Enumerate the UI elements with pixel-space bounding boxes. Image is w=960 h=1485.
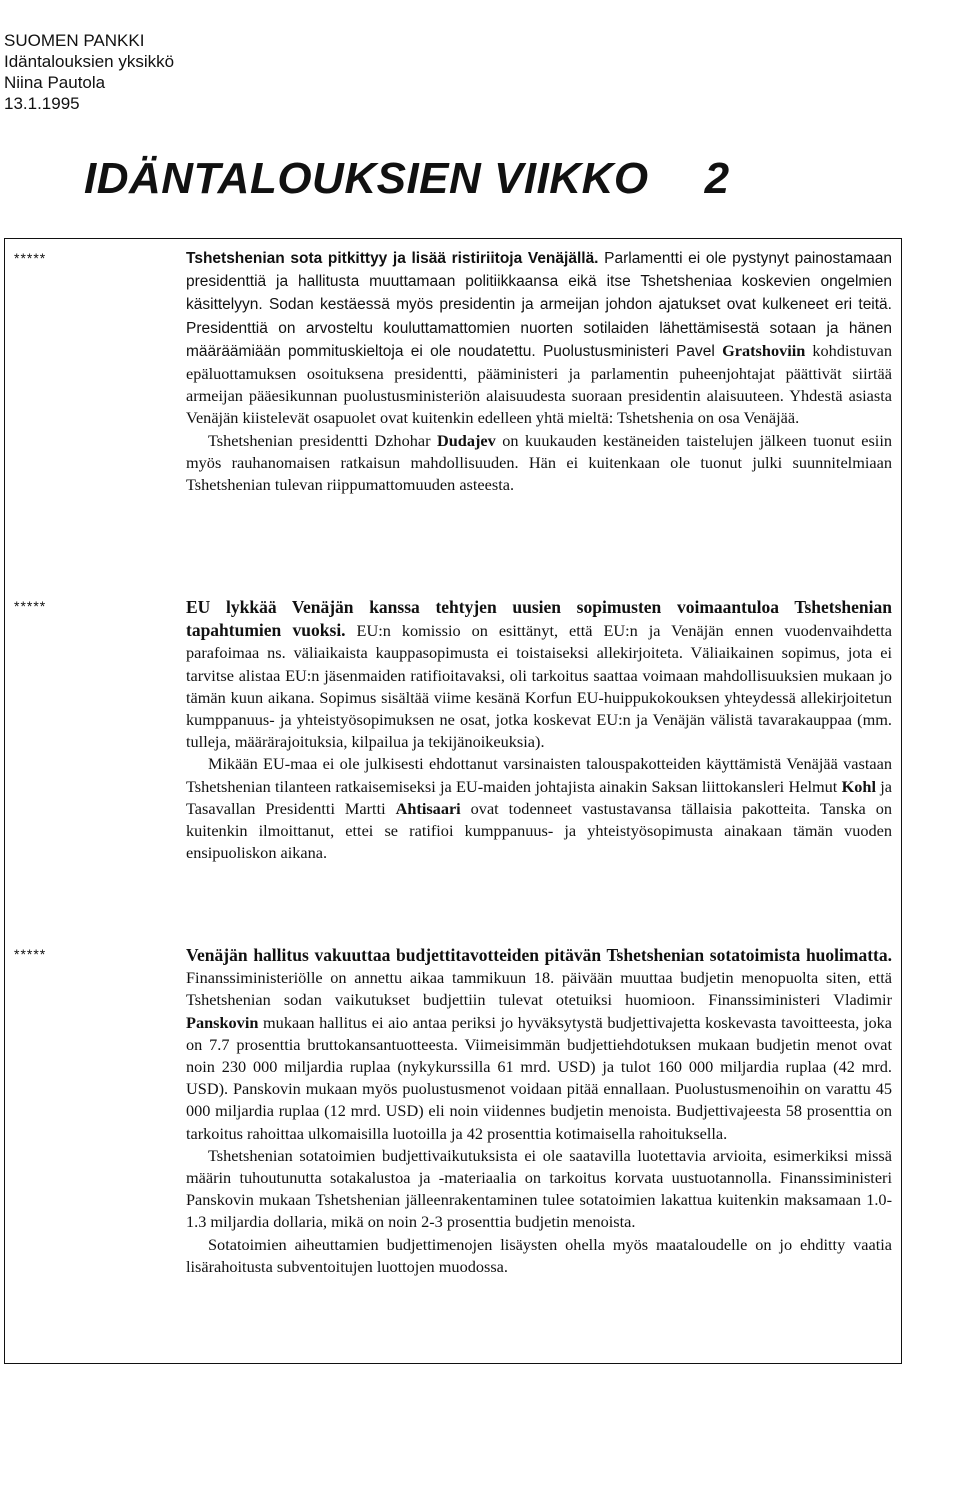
article-2-paragraph-2 <box>186 753 892 864</box>
article-2-separator: ***** <box>14 598 47 614</box>
page-title <box>84 154 730 204</box>
article-1-paragraph-1 <box>186 247 892 430</box>
article-1-headline: Tshetshenian sota pitkittyy ja lisää ristiriitoja Venäjällä. <box>186 250 599 267</box>
article-3-text-b: mukaan hallitus ei aio antaa periksi jo hyväksytystä budjettivajetta koskevasta tavoitteesta, joka on 7.7 prosenttia bruttokansantuotteesta. Viimeisimmän budjettiehdotuksen mukaan budjetin menot ovat noin 230 000 miljardia ruplaa (nykykurssilla 61 mrd. USD) ja tulot 160 000 miljardia ruplaa (42 mrd. USD). Panskovin mukaan myös puolustusmenot voidaan pitää ennallaan. Puolustusmenoihin on varattu 45 000 miljardia ruplaa (12 mrd. USD) eli noin viidennes budjetin menoista. Budjettivajeesta 58 prosenttia on tarkoitus rahoittaa ulkomaisilla luotoilla ja 42 prosenttia kotimaisella rahoituksella. <box>186 1012 892 1143</box>
article-3 <box>186 944 892 1278</box>
article-2-text: EU:n komissio on esittänyt, että EU:n ja Venäjän ennen vuodenvaihdetta parafoimaa ns. väliaikaista kauppasopimusta ei toistaiseksi allekirjoiteta. Väliaikainen sopimus, jota ei tarvitse alistaa EU:n jäsenmaiden ratifioitavaksi, oli tarkoitus saattaa voimaan mahdollisuuksien mukaan jo tämän kuun aikana. Sopimus sisältää viime kesänä Korfun EU-huippukokouksen yhteydessä allekirjoitetun kumppanuus- ja yhteistyösopimuksen ne osat, jotka koskevat EU:n ja Venäjän välistä tavarakauppaa (mm. tulleja, määrärajoituksia, kilpailua ja tekijänoikeuksia). <box>186 621 892 752</box>
article-2-p2-text-b: ja Tasavallan Presidentti Martti <box>186 776 892 818</box>
article-3-paragraph-1 <box>186 944 892 1145</box>
article-2-name-ahtisaari: Ahtisaari <box>395 798 461 818</box>
article-3-headline: Venäjän hallitus vakuuttaa budjettitavotteiden pitävän Tshetshenian sotatoimista huolimatta. <box>186 945 892 965</box>
article-1-name-dudajev: Dudajev <box>436 430 496 450</box>
article-3-paragraph-2: Tshetshenian sotatoimien budjettivaikutuksista ei ole saatavilla luotettavia arvioita, esimerkiksi missä määrin tuhoutunutta sotakalustoa ja -materiaalia on tarkoitus korvata uustuotannolla. Finanssiministeri Panskovin mukaan Tshetshenian jälleenrakentaminen tulee sotatoimien lakattua kuitenkin maksamaan 1.0-1.3 miljardia dollaria, mikä on noin 2-3 prosenttia budjetin menoista. <box>186 1145 892 1232</box>
header-author: Niina Pautola <box>4 73 106 92</box>
article-2-name-kohl: Kohl <box>841 776 876 796</box>
article-2-headline: EU lykkää Venäjän kanssa tehtyjen uusien sopimusten voimaantuloa Tshetshenian tapahtumien vuoksi. <box>186 597 892 641</box>
article-1-p2-text-b: on kuukauden kestäneiden taistelujen jälkeen tuonut esiin myös rauhanomaisen ratkaisun mahdollisuuden. Hän ei kuitenkaan ole tuonut julki suunnitelmiaan Tshetshenian tulevan riippumattomuuden asteesta. <box>186 430 892 495</box>
title-text: IDÄNTALOUKSIEN VIIKKO <box>84 154 649 203</box>
article-3-paragraph-3: Sotatoimien aiheuttamien budjettimenojen lisäysten ohella myös maataloudelle on jo ehditty vaatia lisärahoitusta subventoitujen luottojen muodossa. <box>186 1234 892 1276</box>
header-org: SUOMEN PANKKI <box>4 31 145 50</box>
article-3-separator: ***** <box>14 946 47 962</box>
article-2 <box>186 596 892 864</box>
article-3-text-a: Finanssiministeriölle on annettu aikaa tammikuun 18. päivään muuttaa budjetin menopuolta siten, että Tshetshenian sodan vaikutukset budjettiin tulevat otetuiksi huomioon. Finanssiministeri Vladimir <box>186 968 892 1010</box>
article-2-paragraph-1 <box>186 596 892 753</box>
article-2-p2-text-c: ovat todenneet vastustavansa tällaisia pakotteita. Tanska on kuitenkin ilmoittanut, ettei se ratifioi kumppanuus- ja yhteistyösopimusta ainakaan tämän vuoden ensipuoliskon aikana. <box>186 798 892 863</box>
document-header <box>4 30 174 114</box>
article-1 <box>186 247 892 496</box>
header-date: 13.1.1995 <box>4 94 80 113</box>
article-3-name-panskovin: Panskovin <box>186 1012 259 1032</box>
article-1-p2-text-a: Tshetshenian presidentti Dzhohar <box>208 430 437 450</box>
article-1-name-gratshov: Gratshoviin <box>722 340 806 360</box>
article-1-separator: ***** <box>14 250 47 266</box>
article-1-paragraph-2 <box>186 430 892 497</box>
header-unit: Idäntalouksien yksikkö <box>4 52 175 71</box>
title-number: 2 <box>704 154 730 203</box>
article-2-p2-text-a: Mikään EU-maa ei ole julkisesti ehdottanut varsinaisten talouspakotteiden käyttämistä Venäjää vastaan Tshetshenian tilanteen ratkaisemiseksi ja EU-maiden johtajista ainakin Saksan liittokansleri Helmut <box>186 754 892 796</box>
article-1-text-b: kohdistuvan epäluottamuksen osoituksena presidentti, pääministeri ja parlamentin puheenjohtajat päättivät siirtää armeijan pääesikunnan puolustusministeriön alaisuudesta suoraan presidentin alaisuuteen. Yhdestä asiasta Venäjän kiistelevät osapuolet ovat kuitenkin edelleen yhtä mieltä: Tshetshenia on osa Venäjää. <box>186 340 892 428</box>
article-1-text-a: Parlamentti ei ole pystynyt painostamaan presidenttiä ja hallitusta muuttamaan politiikkaansa eikä itse Tshetsheniaa koskevien ongelmien käsittelyyn. Sodan kestäessä myös presidentin ja armeijan johdon ajatukset ovat kulkeneet eri teitä. Presidenttiä on arvosteltu kouluttamattomien nuorten sotilaiden lähettämisestä sotaan ja hänen määräämiään pommituskieltoja ei ole noudatettu. Puolustusministeri Pavel <box>186 250 892 360</box>
